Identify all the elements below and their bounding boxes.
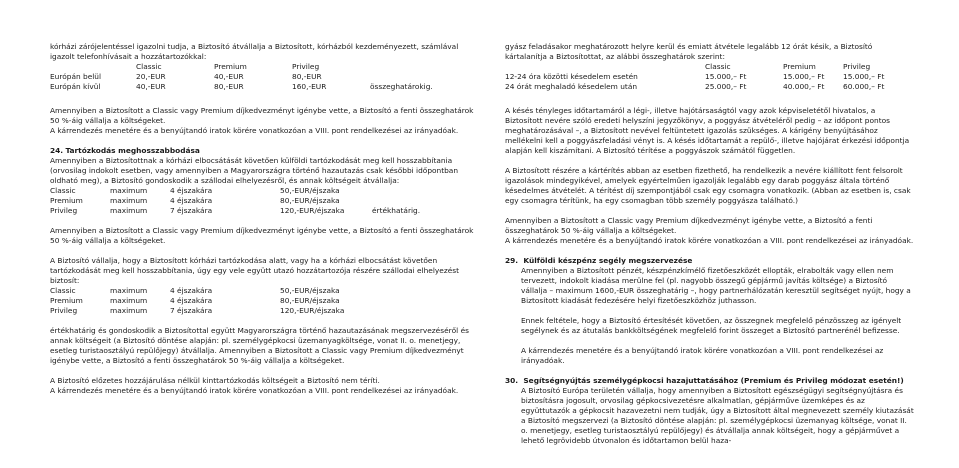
table-cell: 50,-EUR/éjszaka [280,186,340,195]
section-number: 29. [505,256,519,265]
table-cell: 24 órát meghaladó késedelem után [505,82,638,91]
delay-table-row [505,82,915,92]
table-cell: 20,-EUR [136,72,166,81]
table-cell: 15.000,– Ft [705,72,747,81]
header-cell: Premium [214,62,247,71]
discount-paragraph-3: Amennyiben a Biztosított a Classic vagy Premium díjkedvezményt igénybe vette, a Biztosító a fenti összeghatárok 50 %-áig vállalja a költségeket. [505,216,873,235]
delay-table-row [505,72,915,82]
table-cell: Európán kívül [50,82,101,91]
table-cell: maximum [110,206,148,215]
table-cell: maximum [110,296,148,305]
table-cell: 7 éjszakára [170,206,213,215]
header-cell: Classic [136,62,162,71]
table-cell: 4 éjszakára [170,186,213,195]
return-trip-paragraph: értékhatárig és gondoskodik a Biztosítottal együtt Magyarországra történő hazautazásának megszervezéséről és annak költségeit (a Biztosító döntése alapján: pl. személygépkocsi üzemanyagköltsége, vonat II. o. menetjegy, esetleg turistaosztályú repülőjegy) átvállalja. Amennyiben a Biztosított a Classic vagy Premium díjkedvezményt igénybe vette, a Biztosító a fenti összeghatárok 50 %-áig vállalja a költségeket. [50,326,469,365]
phone-table-row [50,82,480,92]
table-cell: összeghatárokig. [370,82,433,91]
accommodation-row [50,196,480,206]
table-cell: 120,-EUR/éjszaka [280,306,345,315]
table-cell: 40,-EUR [136,82,166,91]
table-cell: 12-24 óra közötti késedelem esetén [505,72,638,81]
compensation-paragraph: A Biztosított részére a kártérítés abban az esetben fizethető, ha rendelkezik a nevére kiállított fent felsorolt igazolások mindegyikével, amelyek egyértelműen igazolják legalább egy darab poggyász általa történő késedelmes átvételét. A térítést díj szempontjából csak egy csomagra vonatkozik. (Abban az esetben is, csak egy csomagra térítünk, ha egy csomagban több személy poggyásza található.) [505,166,911,205]
phone-table-row [50,72,480,82]
table-cell: értékhatárig. [372,206,421,215]
table-cell: 60.000,– Ft [843,82,885,91]
section-30-heading [505,376,915,386]
table-cell: 4 éjszakára [170,286,213,295]
claims-paragraph-2: A kárrendezés menetére és a benyújtandó iratok körére vonatkozóan a VIII. pont rendelkezései az irányadóak. [50,386,459,395]
section-29-text: Amennyiben a Biztosított pénzét, készpénzkímélő fizetőeszközét ellopták, elrabolták vagy ellen nem tervezett, indokolt kiadása merülne fel (pl. nagyobb összegű gépjármű javítás költsége) a Biztosító vállalja – maximum 1600,-EUR összeghatárig –, hogy partnerhálózatán keresztül segítséget nyújt, hogy a Biztosított kiadását fedezésére helyi fizetőeszközhöz juthasson. [521,266,911,305]
accommodation-row [50,206,480,216]
table-cell: Classic [50,186,76,195]
header-cell: Premium [783,62,816,71]
delay-proof-paragraph: A késés tényleges időtartamáról a légi-, illetve hajótársaságtól vagy azok képviseletétől hivatalos, a Biztosított nevére szóló eredeti helyszíni jegyzőkönyv, a poggyász átvételéről pedig – az időpont pontos meghatározásával –, a Biztosított nevével feltüntetett igazolás szükséges. A kárigény benyújtásához mellékelni kell a poggyászfeladási vényt is. A késés időtartamát a repülő-, illetve hajójárat érkezési időpontja alapján kell kiszámítani. A Biztosító térítése a poggyászok számától független. [505,106,910,155]
right-column [505,42,915,446]
claims-paragraph: A kárrendezés menetére és a benyújtandó iratok körére vonatkozóan a VIII. pont rendelkezései az irányadóak. [50,126,459,135]
delay-table-header [505,62,915,72]
table-cell: 7 éjszakára [170,306,213,315]
section-title: Tartózkodás meghosszabbodása [65,146,200,155]
table-cell: Classic [50,286,76,295]
section-24-text: Amennyiben a Biztosítottnak a kórházi elbocsátását követően külföldi tartózkodását meg kell hosszabbítania (orvosilag indokolt esetben, vagy amennyiben a Magyarországra történő hazautazás csak későbbi időpontban oldható meg), a Biztosító gondoskodik a szállodai elhelyezésről, és annak költségeit átvállalja: [50,156,459,185]
table-cell: maximum [110,306,148,315]
table-cell: maximum [110,196,148,205]
section-24-heading [50,146,480,156]
table-cell: 40.000,– Ft [783,82,825,91]
table-cell: 4 éjszakára [170,196,213,205]
table-cell: 15.000,– Ft [843,72,885,81]
table-cell: 80,-EUR [292,72,322,81]
accommodation-row [50,296,480,306]
left-column [50,42,480,396]
section-number: 30. [505,376,519,385]
header-cell: Privileg [843,62,871,71]
header-cell [505,62,705,72]
prior-consent-paragraph: A Biztosító előzetes hozzájárulása nélkül kinttartózkodás költségeit a Biztosító nem téríti. [50,376,380,385]
table-cell: 80,-EUR/éjszaka [280,296,340,305]
table-cell: 80,-EUR [214,82,244,91]
table-cell: 4 éjszakára [170,296,213,305]
header-cell: Privileg [292,62,320,71]
discount-paragraph-2: Amennyiben a Biztosított a Classic vagy Premium díjkedvezményt igénybe vette, a Biztosító a fenti összeghatárok 50 %-áig vállalja a költségeket. [50,226,474,245]
accommodation-row [50,186,480,196]
claims-paragraph-3: A kárrendezés menetére és a benyújtandó iratok körére vonatkozóan a VIII. pont rendelkezései az irányadóak. [505,236,914,245]
relative-accommodation-paragraph: A Biztosító vállalja, hogy a Biztosított kórházi tartózkodása alatt, vagy ha a kórházi elbocsátást követően tartózkodását meg kell hosszabbítania, úgy egy vele együtt utazó hozzátartozója részére szállodai elhelyezést biztosít: [50,256,460,285]
table-cell: maximum [110,286,148,295]
section-number: 24. [50,146,64,155]
header-cell [50,62,136,72]
table-cell: 40,-EUR [214,72,244,81]
header-cell: Classic [705,62,731,71]
left-intro: kórházi zárójelentéssel igazolni tudja, a Biztosító átvállalja a Biztosított, kórházból kezdeményezett, számlával igazolt telefonhívásait a hozzátartozókkal: [50,42,459,61]
table-cell: Európán belül [50,72,102,81]
section-29-heading [505,256,915,266]
section-30-text: A Biztosító Európa területén vállalja, hogy amennyiben a Biztosított egészségügyi segítségnyújtásra és biztosításra jogosult, orvosilag gépkocsivezetésre alkalmatlan, gépjárműve üzemképes és az együttutazók a gépkocsit hazavezetni nem tudják, úgy a Biztosított által megnevezett személy kiutazását a Biztosító megszervezi (a Biztosító döntése alapján: pl. személygépkocsi üzemanyag költsége, vonat II. o. menetjegy, esetleg turistaosztályú repülőjegy) és átvállalja annak költségeit, hogy a gépjárművet a lehető legrövidebb útvonalon és időtartamon belül haza- [521,386,914,445]
table-cell: Premium [50,296,83,305]
right-intro: gyász feladásakor meghatározott helyre kerül és emiatt átvétele legalább 12 órát késik, a Biztosító kártalanítja a Biztosítottat, az alábbi összeghatárok szerint: [505,42,873,61]
phone-table-header [50,62,480,72]
table-cell: Premium [50,196,83,205]
table-cell: 160,-EUR [292,82,327,91]
section-title: Külföldi készpénz segély megszervezése [523,256,693,265]
section-title: Segítségnyújtás személygépkocsi hazajuttatásához (Premium és Privileg módozat esetén!) [523,376,904,385]
accommodation-row [50,286,480,296]
table-cell: Privileg [50,206,78,215]
claims-paragraph-4: A kárrendezés menetére és a benyújtandó iratok körére vonatkozóan a VIII. pont rendelkezései az irányadóak. [521,346,884,365]
condition-paragraph: Ennek feltétele, hogy a Biztosító értesítését követően, az összegnek megfelelő pénzösszeg az igényelt segélynek és az átutalás bankköltségének megfelelő forint összeget a Biztosító partnerénél befizesse. [521,316,902,335]
discount-paragraph: Amennyiben a Biztosított a Classic vagy Premium díjkedvezményt igénybe vette, a Biztosító a fenti összeghatárok 50 %-áig vállalja a költségeket. [50,106,474,125]
table-cell: maximum [110,186,148,195]
accommodation-row [50,306,480,316]
table-cell: 50,-EUR/éjszaka [280,286,340,295]
table-cell: Privileg [50,306,78,315]
table-cell: 80,-EUR/éjszaka [280,196,340,205]
table-cell: 120,-EUR/éjszaka [280,206,345,215]
table-cell: 25.000,– Ft [705,82,747,91]
table-cell: 15.000,– Ft [783,72,825,81]
